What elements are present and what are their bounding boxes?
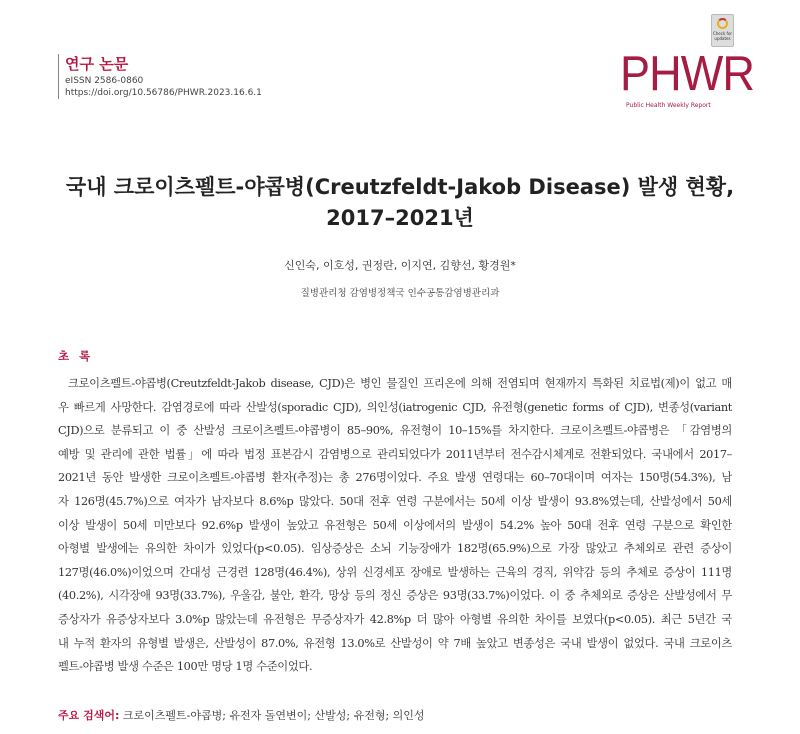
logo-subtitle: Public Health Weekly Report: [626, 102, 711, 109]
abstract-line: 예방 및 관리에 관한 법률」에 따라 법정 표본감시 감염병으로 관리되었다가 2011년부터 전수감시체계로 전환되었다. 국내에서 2017–: [58, 447, 732, 461]
keywords: [58, 708, 425, 723]
logo-text: PHWR: [620, 47, 755, 101]
paper-title: [0, 172, 800, 234]
doi-link[interactable]: https://doi.org/10.56786/PHWR.2023.16.6.1: [65, 88, 262, 98]
abstract-line: 우 빠르게 사망한다. 감염경로에 따라 산발성(sporadic CJD), 의인성(iatrogenic CJD, 유전형(genetic forms of CJD), 변종성(variant: [58, 400, 732, 414]
title-line-1: 국내 크로이츠펠트-야콥병(Creutzfeldt-Jakob Disease) 발생 현황,: [65, 175, 735, 199]
phwr-logo: [620, 46, 755, 110]
title-line-2: 2017–2021년: [326, 206, 474, 230]
keywords-text: 크로이츠펠트-야콥병; 유전자 돌연변이; 산발성; 유전형; 의인성: [122, 709, 425, 722]
abstract-body: [58, 375, 732, 682]
badge-label: Check for updates: [712, 31, 733, 41]
abstract-line: (40.2%), 시각장애 93명(33.7%), 우울감, 불안, 환각, 망상 등의 정신 증상은 93명(33.7%)이었다. 이 중 추체외로 증상은 산발성에서 무: [58, 589, 732, 603]
abstract-line: 아형별 발생에는 유의한 차이가 있었다(p<0.05). 임상증상은 소뇌 기능장애가 182명(65.9%)으로 가장 많았고 추체외로 관련 증상이: [58, 542, 732, 556]
abstract-line: 크로이츠펠트-야콥병(Creutzfeldt-Jakob disease, CJD)은 병인 물질인 프리온에 의해 전염되며 현재까지 특화된 치료법(제)이 없고 매: [68, 377, 732, 390]
authors: 신인숙, 이호성, 권정란, 이지연, 김향선, 황경원*: [284, 259, 516, 272]
article-type: 연구 논문: [65, 55, 129, 73]
keywords-label: 주요 검색어:: [58, 709, 120, 722]
abstract-line: 2021년 동안 발생한 크로이츠펠트-야콥병 환자(추정)는 총 276명이었다. 주요 발생 연령대는 60–70대이며 여자는 150명(54.3%), 남: [58, 471, 732, 485]
check-for-updates-badge[interactable]: [711, 14, 734, 47]
affiliation: 질병관리청 감염병정책국 인수공통감염병관리과: [300, 288, 500, 299]
abstract-heading: 초 록: [58, 349, 94, 363]
abstract-line: 127명(46.0%)이었으며 간대성 근경련 128명(46.4%), 상위 신경세포 장애로 발생하는 근육의 경직, 위약감 등의 추체로 증상이 111명: [58, 565, 732, 579]
abstract-line: CJD)으로 분류되고 이 중 산발성 크로이츠펠트-야콥병이 85–90%, 유전형이 10–15%를 차지한다. 크로이츠펠트-야콥병은 「감염병의: [58, 424, 732, 438]
abstract-line: 자 126명(45.7%)으로 여자가 남자보다 8.6%p 많았다. 50대 전후 연령 구분에서는 50세 이상 발생이 93.8%였는데, 산발성에서 50세: [58, 494, 732, 508]
abstract-line: 펠트-야콥병 발생 수준은 100만 명당 1명 수준이었다.: [58, 660, 313, 674]
article-header: [58, 54, 262, 99]
abstract-line: 증상자가 유증상자보다 3.0%p 많았는데 유전형은 무증상자가 42.8%p 더 많아 아형별 유의한 차이를 보였다(p<0.05). 최근 5년간 국: [58, 612, 732, 626]
update-icon: [717, 18, 728, 29]
abstract-line: 내 누적 환자의 유형별 발생은, 산발성이 87.0%, 유전형 13.0%로 산발성이 약 7배 높았고 변종성은 국내 발생이 없었다. 국내 크로이츠: [58, 636, 732, 650]
abstract-line: 이상 발생이 50세 미만보다 92.6%p 발생이 높았고 유전형은 50세 이상에서의 발생이 54.2% 높아 50대 전후 연령 구분으로 확인한: [58, 518, 732, 532]
eissn: eISSN 2586-0860: [65, 76, 144, 86]
